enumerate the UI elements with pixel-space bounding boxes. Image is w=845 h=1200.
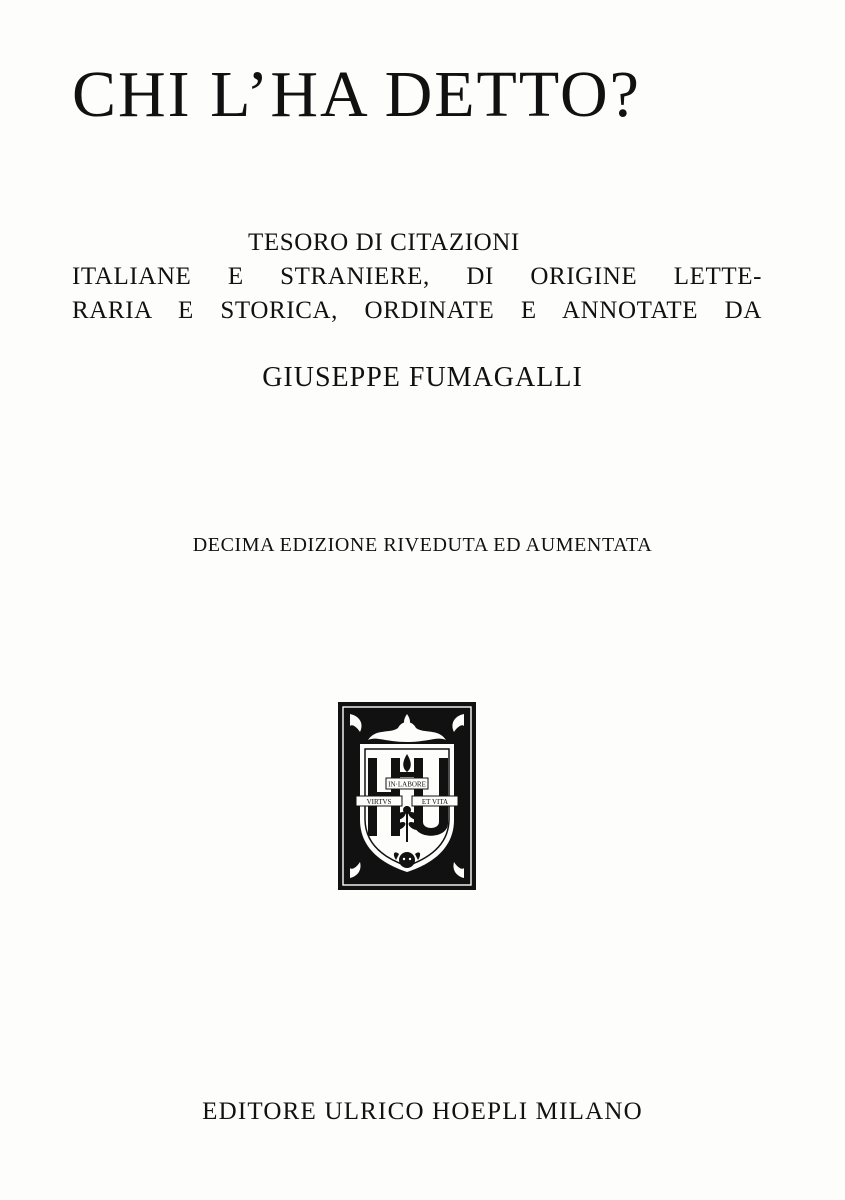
- publisher-mark-icon: [338, 702, 476, 890]
- emblem-motto-top: IN·LABORE: [388, 780, 426, 789]
- author-name: GIUSEPPE FUMAGALLI: [262, 362, 583, 393]
- publisher-imprint: EDITORE ULRICO HOEPLI MILANO: [202, 1098, 643, 1125]
- subtitle-line-2: ITALIANE E STRANIERE, DI ORIGINE LETTE-: [72, 263, 762, 290]
- subtitle: [72, 226, 762, 328]
- subtitle-line-3: RARIA E STORICA, ORDINATE E ANNOTATE DA: [72, 297, 762, 324]
- subtitle-line-1: TESORO DI CITAZIONI: [248, 229, 520, 256]
- emblem-motto-right: ET VITA: [421, 798, 449, 806]
- publisher-mark-svg: [338, 702, 476, 890]
- edition-statement: DECIMA EDIZIONE RIVEDUTA ED AUMENTATA: [192, 534, 653, 556]
- emblem-motto-left: VIRTVS: [366, 798, 392, 806]
- book-title: CHI L’HA DETTO?: [72, 58, 641, 131]
